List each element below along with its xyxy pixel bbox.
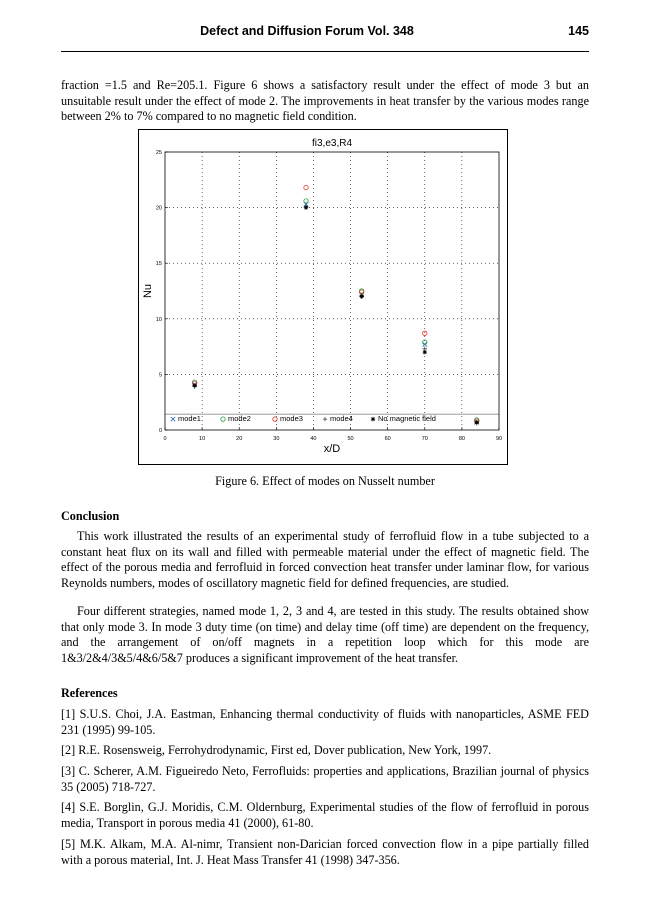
legend-label: mode1 — [178, 414, 201, 424]
y-tick-label: 5 — [158, 372, 162, 379]
reference-1: [1] S.U.S. Choi, J.A. Eastman, Enhancing thermal conductivity of fluids with nanoparticles, ASME FED 231 (1995) 99-105. — [61, 707, 589, 737]
data-point-no-magnetic-field — [304, 205, 308, 209]
x-tick-label: 30 — [273, 436, 280, 442]
data-point-mode3 — [304, 185, 308, 189]
y-tick-label: 25 — [155, 150, 162, 156]
x-tick-label: 90 — [495, 436, 503, 442]
y-tick-label: 10 — [155, 316, 162, 323]
data-point-mode3 — [423, 331, 427, 335]
x-tick-label: 70 — [421, 436, 428, 442]
x-tick-label: 20 — [236, 436, 243, 442]
plot-frame — [165, 152, 499, 430]
figure-caption: Figure 6. Effect of modes on Nusselt number — [215, 474, 435, 488]
data-point-mode2 — [304, 199, 308, 203]
x-tick-label: 50 — [347, 436, 354, 442]
data-point-no-magnetic-field — [192, 383, 196, 387]
legend-label: No magnetic field — [378, 414, 436, 424]
y-tick-label: 0 — [158, 428, 162, 434]
legend-marker-mode3 — [273, 417, 277, 421]
reference-2: [2] R.E. Rosensweig, Ferrohydrodynamic, First ed, Dover publication, New York, 1997. — [61, 743, 492, 757]
chart-title: fi3,e3,R4 — [311, 138, 353, 149]
x-tick-label: 0 — [163, 436, 167, 442]
references-heading: References — [61, 686, 118, 700]
x-axis-label: x/D — [323, 443, 341, 455]
x-tick-label: 40 — [310, 436, 317, 442]
reference-3: [3] C. Scherer, A.M. Figueiredo Neto, Ferrofluids: properties and applications, Brazilian journal of physics 35 (2005) 718-727. — [61, 764, 589, 794]
data-point-no-magnetic-field — [475, 420, 479, 424]
legend-marker-mode2 — [221, 417, 225, 421]
nusselt-chart — [139, 130, 507, 464]
legend-marker-no-magnetic-field — [371, 417, 375, 421]
conclusion-paragraph-1: This work illustrated the results of an experimental study of ferrofluid flow in a tube subjected to a constant heat flux on its wall and filled with permeable material under the effect of magnetic field. The effect of the porous media and ferrofluid in forced convection heat transfer under laminar flow, for various Reynolds numbers, modes of oscillatory magnetic field for defined frequencies, are studied. — [61, 529, 589, 590]
running-header — [61, 24, 589, 46]
legend-marker-mode4 — [323, 417, 327, 421]
x-tick-label: 60 — [384, 436, 391, 442]
journal-title: Defect and Diffusion Forum Vol. 348 — [200, 24, 414, 38]
x-tick-label: 80 — [458, 436, 465, 442]
conclusion-paragraph-2: Four different strategies, named mode 1, 2, 3 and 4, are tested in this study. The results obtained show that only mode 3. In mode 3 duty time (on time) and delay time (off time) are dependent on the frequency, and the arrangement of on/off magnets in a repetition loop which for this mode are 1&3/2&4/3&5/4&6/5&7 produces a significant improvement of the heat transfer. — [61, 604, 589, 665]
y-tick-label: 15 — [155, 261, 162, 268]
figure-6 — [138, 129, 508, 465]
data-point-no-magnetic-field — [423, 350, 427, 354]
legend-label: mode2 — [228, 414, 251, 424]
intro-paragraph: fraction =1.5 and Re=205.1. Figure 6 shows a satisfactory result under the effect of mode 3 but an unsuitable result under the effect of mode 2. The improvements in heat transfer by the various modes range between 2% to 7% compared to no magnetic field condition. — [61, 78, 589, 124]
data-point-no-magnetic-field — [359, 294, 363, 298]
header-divider — [61, 51, 589, 52]
reference-5: [5] M.K. Alkam, M.A. Al-nimr, Transient non-Darician forced convection flow in a pipe partially filled with a porous material, Int. J. Heat Mass Transfer 41 (1998) 347-356. — [61, 837, 589, 867]
conclusion-heading: Conclusion — [61, 509, 120, 523]
reference-4: [4] S.E. Borglin, G.J. Moridis, C.M. Oldernburg, Experimental studies of the flow of ferrofluid in porous media, Transport in porous media 41 (2000), 61-80. — [61, 800, 589, 830]
legend-label: mode3 — [280, 414, 303, 424]
y-axis-label: Nu — [142, 283, 154, 299]
page-number: 145 — [568, 24, 589, 38]
x-tick-label: 10 — [199, 436, 206, 442]
legend-marker-mode1 — [171, 417, 175, 421]
y-tick-label: 20 — [155, 205, 162, 212]
legend-label: mode4 — [330, 414, 353, 424]
